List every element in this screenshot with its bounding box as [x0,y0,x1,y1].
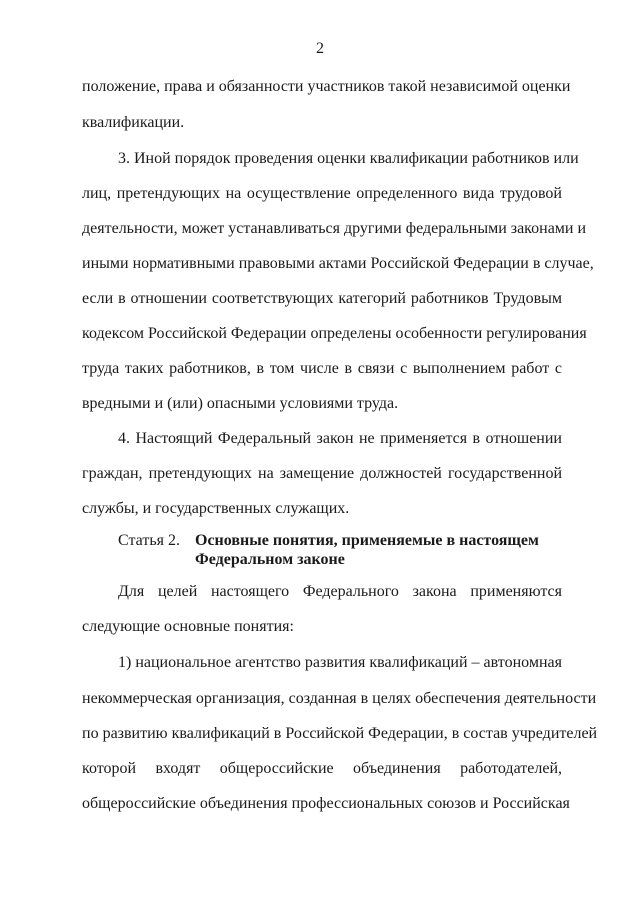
page-number: 2 [316,40,324,57]
text-line: 3. Иной порядок проведения оценки квалификации работников или [118,150,579,167]
text-line: которой входят общероссийские объединения работодателей, [82,760,562,777]
text-line: деятельности, может устанавливаться другими федеральными законами и [82,220,587,237]
article-title-line1: Основные понятия, применяемые в настоящем [195,532,539,549]
text-line: кодексом Российской Федерации определены особенности регулирования [82,325,587,342]
text-line: лиц, претендующих на осуществление определенного вида трудовой [82,185,562,202]
text-line: следующие основные понятия: [82,618,294,635]
text-line: общероссийские объединения профессиональных союзов и Российская [82,795,570,812]
article-number: Статья 2. [118,532,180,549]
text-line: положение, права и обязанности участников такой независимой оценки [82,78,571,95]
text-line: некоммерческая организация, созданная в целях обеспечения деятельности [82,690,597,707]
text-line: службы, и государственных служащих. [82,500,350,517]
text-line: по развитию квалификаций в Российской Федерации, в состав учредителей [82,725,598,742]
text-line: квалификации. [82,114,185,131]
text-line: труда таких работников, в том числе в связи с выполнением работ с [82,360,562,377]
text-line: граждан, претендующих на замещение должностей государственной [82,465,562,482]
text-line: иными нормативными правовыми актами Российской Федерации в случае, [82,255,594,272]
text-line: 1) национальное агентство развития квалификаций – автономная [118,654,562,671]
text-line: если в отношении соответствующих категорий работников Трудовым [82,290,562,307]
text-line: 4. Настоящий Федеральный закон не применяется в отношении [118,430,562,447]
text-line: Для целей настоящего Федерального закона применяются [118,583,562,600]
article-title-line2: Федеральном законе [195,551,345,568]
text-line: вредными и (или) опасными условиями труда. [82,395,399,412]
